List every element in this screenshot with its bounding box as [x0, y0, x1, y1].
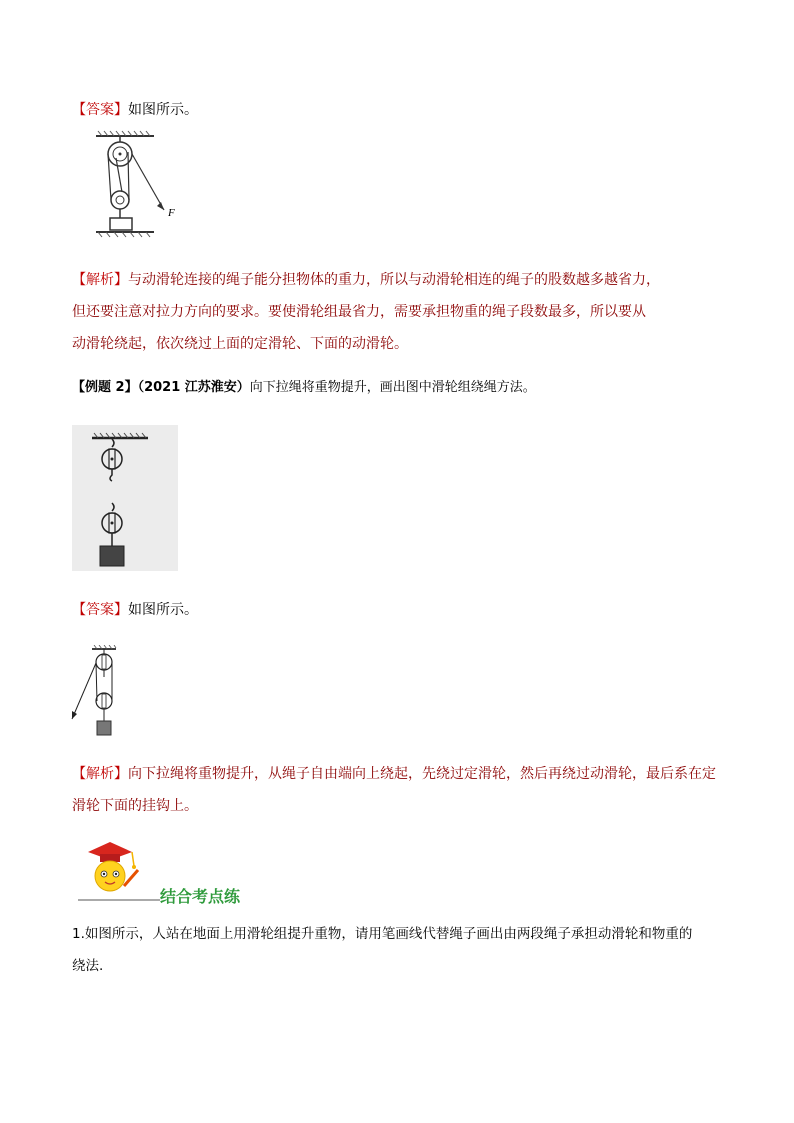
force-label: F — [168, 207, 175, 219]
example-tag: 【例题 2】 — [72, 380, 138, 395]
question-1-line-1: 1.如图所示，人站在地面上用滑轮组提升重物，请用笔画线代替绳子画出由两段绳子承担动滑轮和物重的 — [72, 926, 693, 942]
answer-2 — [72, 600, 198, 620]
pulley-figure-2 — [72, 425, 178, 571]
analysis-2-line-2: 滑轮下面的挂钩上。 — [72, 798, 198, 814]
answer-tag: 【答案】 — [72, 602, 128, 618]
analysis-1-line-1: 【解析】与动滑轮连接的绳子能分担物体的重力，所以与动滑轮相连的绳子的股数越多越省力， — [72, 272, 660, 288]
analysis-2-line-1: 【解析】向下拉绳将重物提升，从绳子自由端向上绕起，先绕过定滑轮，然后再绕过动滑轮，最后系在定 — [72, 766, 716, 782]
example-2 — [72, 378, 536, 398]
section-title: 结合考点练 — [160, 887, 241, 906]
analysis-tag: 【解析】 — [72, 766, 128, 782]
analysis-1-line-3: 动滑轮绕起，依次绕过上面的定滑轮、下面的动滑轮。 — [72, 336, 408, 352]
analysis-tag: 【解析】 — [72, 272, 128, 288]
answer-text: 如图所示。 — [128, 102, 198, 118]
answer-1 — [72, 100, 198, 120]
answer-tag: 【答案】 — [72, 102, 128, 118]
pulley-figure-3 — [66, 645, 126, 741]
mascot-graduate-icon — [78, 838, 160, 902]
example-source: （2021 江苏淮安） — [137, 380, 250, 395]
pulley-figure-1 — [94, 130, 194, 242]
question-1-line-2: 绕法. — [72, 958, 104, 974]
answer-text: 如图所示。 — [128, 602, 198, 618]
analysis-1-line-2: 但还要注意对拉力方向的要求。要使滑轮组最省力，需要承担物重的绳子段数最多，所以要从 — [72, 304, 646, 320]
example-text: 向下拉绳将重物提升，画出图中滑轮组绕绳方法。 — [249, 380, 536, 395]
